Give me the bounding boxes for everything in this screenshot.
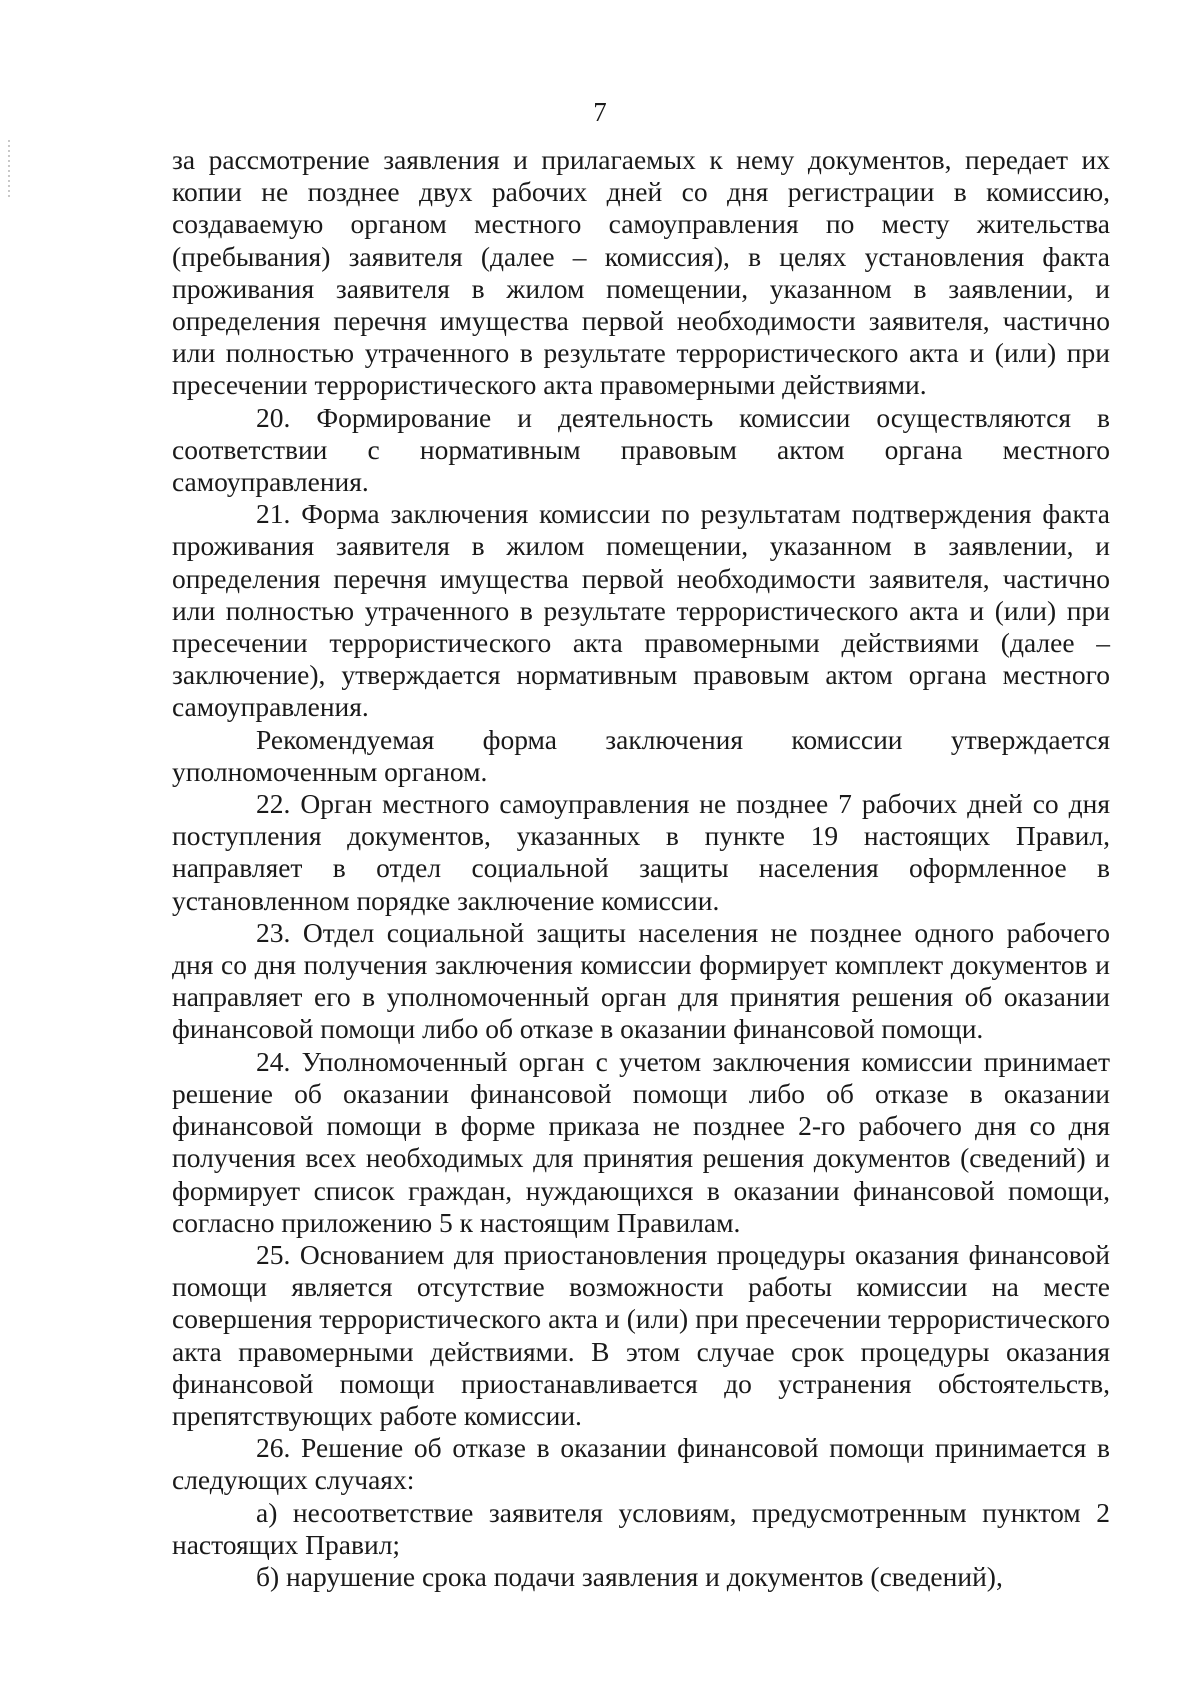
paragraph-recommended-form: Рекомендуемая форма заключения комиссии утверждается уполномоченным органом. — [172, 723, 1110, 787]
paragraph-21: 21. Форма заключения комиссии по результатам подтверждения факта проживания заявителя в жилом помещении, указанном в заявлении, и определения перечня имущества первой необходимости заявителя, частично или полностью утраченного в результате террористического акта и (или) при пресечении террористического акта правомерными действиями (далее – заключение), утверждается нормативным правовым актом органа местного самоуправления. — [172, 498, 1110, 723]
list-item-a: а) несоответствие заявителя условиям, предусмотренным пунктом 2 настоящих Правил; — [172, 1496, 1110, 1560]
scan-margin-mark — [8, 140, 10, 200]
paragraph-22: 22. Орган местного самоуправления не позднее 7 рабочих дней со дня поступления документов, указанных в пункте 19 настоящих Правил, направляет в отдел социальной защиты населения оформленное в установленном порядке заключение комиссии. — [172, 788, 1110, 916]
paragraph-20: 20. Формирование и деятельность комиссии осуществляются в соответствии с нормативным правовым актом органа местного самоуправления. — [172, 401, 1110, 498]
paragraph-continuation: за рассмотрение заявления и прилагаемых к нему документов, передает их копии не позднее двух рабочих дней со дня регистрации в комиссию, создаваемую органом местного самоуправления по месту жительства (пребывания) заявителя (далее – комиссия), в целях установления факта проживания заявителя в жилом помещении, указанном в заявлении, и определения перечня имущества первой необходимости заявителя, частично или полностью утраченного в результате террористического акта и (или) при пресечении террористического акта правомерными действиями. — [172, 144, 1110, 401]
document-body — [172, 144, 1110, 1593]
paragraph-26: 26. Решение об отказе в оказании финансовой помощи принимается в следующих случаях: — [172, 1432, 1110, 1496]
paragraph-25: 25. Основанием для приостановления процедуры оказания финансовой помощи является отсутствие возможности работы комиссии на месте совершения террористического акта и (или) при пресечении террористического акта правомерными действиями. В этом случае срок процедуры оказания финансовой помощи приостанавливается до устранения обстоятельств, препятствующих работе комиссии. — [172, 1238, 1110, 1431]
paragraph-24: 24. Уполномоченный орган с учетом заключения комиссии принимает решение об оказании финансовой помощи либо об отказе в оказании финансовой помощи в форме приказа не позднее 2-го рабочего дня со дня получения всех необходимых для принятия решения документов (сведений) и формирует список граждан, нуждающихся в оказании финансовой помощи, согласно приложению 5 к настоящим Правилам. — [172, 1045, 1110, 1238]
page-number: 7 — [593, 97, 607, 127]
paragraph-23: 23. Отдел социальной защиты населения не позднее одного рабочего дня со дня получения заключения комиссии формирует комплект документов и направляет его в уполномоченный орган для принятия решения об оказании финансовой помощи либо об отказе в оказании финансовой помощи. — [172, 916, 1110, 1045]
list-item-b: б) нарушение срока подачи заявления и документов (сведений), — [256, 1560, 1003, 1592]
